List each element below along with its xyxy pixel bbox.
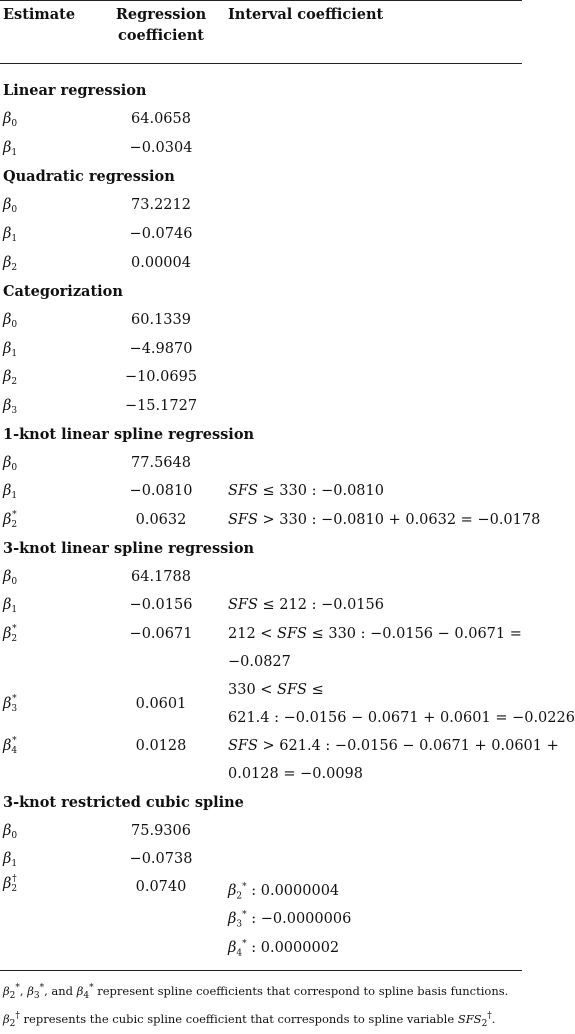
estimate-symbol: $\beta_2^*$ xyxy=(3,510,18,530)
estimate-symbol: $\beta_0$ xyxy=(3,569,18,587)
fn-text: represents the cubic spline coefficient that corresponds to spline variable xyxy=(19,1011,458,1026)
coefficient-value: 60.1339 xyxy=(131,312,191,328)
interval-text: $\beta_2^*$ : 0.0000004 xyxy=(228,882,340,902)
coefficient-value: 0.0740 xyxy=(135,879,187,895)
sfs-var: SFS xyxy=(228,483,258,499)
footnote-line-2: $\beta_2^\dagger$ represents the cubic spline coefficient that corresponds to spline variable $SFS_2^\dagger$. xyxy=(3,1011,496,1030)
table-row-continuation xyxy=(0,901,522,930)
table-row-continuation xyxy=(0,930,522,959)
sfs-var: SFS xyxy=(228,512,258,528)
sfs-var: SFS xyxy=(277,682,307,698)
estimate-symbol: $\beta_4^*$ xyxy=(3,736,18,756)
sfs-var: SFS xyxy=(228,738,258,754)
table-row xyxy=(0,506,541,535)
interval-text: −0.0827 xyxy=(228,654,291,670)
section-title: 1-knot linear spline regression xyxy=(3,426,255,443)
table-row xyxy=(0,620,522,649)
fn-end: . xyxy=(491,1011,496,1026)
coefficient-value: 64.1788 xyxy=(131,569,191,585)
estimate-symbol: $\beta_2$ xyxy=(3,369,18,387)
interval-text xyxy=(228,506,540,535)
interval-text: $\beta_3^*$ : −0.0000006 xyxy=(228,910,352,930)
estimate-symbol: $\beta_1$ xyxy=(3,140,18,158)
interval-expr: ≤ 330 : −0.0810 xyxy=(257,483,384,499)
table-row xyxy=(0,676,522,714)
table-row xyxy=(0,563,522,592)
estimate-symbol: $\beta_0$ xyxy=(3,111,18,129)
beta-2-star: β xyxy=(228,882,237,899)
interval-text: $\beta_4^*$ : 0.0000002 xyxy=(228,939,340,959)
table-row xyxy=(0,335,522,364)
sfs-var: SFS xyxy=(228,597,258,613)
section-row xyxy=(0,420,522,449)
coefficient-value: 0.00004 xyxy=(131,255,191,271)
interval-text xyxy=(228,732,559,761)
table-row xyxy=(0,363,522,392)
table-row xyxy=(0,817,522,846)
footnote-line-1: $\beta_2^*$, $\beta_3^*$, and $\beta_4^*$ represent spline coefficients that correspond to spline basis functions. xyxy=(3,983,509,1002)
coefficient-value: −15.1727 xyxy=(124,398,198,414)
header-regression-coefficient xyxy=(110,4,212,46)
section-title: Categorization xyxy=(3,283,123,300)
interval-text xyxy=(228,591,384,620)
interval-text xyxy=(228,620,522,649)
coefficient-value: −10.0695 xyxy=(124,369,198,385)
section-row xyxy=(0,162,522,191)
table-footnotes xyxy=(3,978,519,1034)
estimate-symbol: $\beta_1$ xyxy=(3,341,18,359)
header-regression-line2: coefficient xyxy=(118,27,204,44)
fn-join: , and xyxy=(44,983,77,998)
section-row xyxy=(0,534,522,563)
section-title: Quadratic regression xyxy=(3,168,175,185)
estimate-symbol: $\beta_3$ xyxy=(3,398,18,416)
coefficient-value: −0.0671 xyxy=(129,626,193,642)
table-row xyxy=(0,105,522,134)
coefficient-value: 0.0632 xyxy=(135,512,187,528)
header-regression-line1: Regression xyxy=(115,6,207,23)
header-interval-coefficient: Interval coefficient xyxy=(228,6,384,23)
coefficient-value: −0.0304 xyxy=(129,140,193,156)
header-rule xyxy=(0,63,522,64)
interval-expr: : −0.0000006 xyxy=(246,910,352,927)
estimate-symbol: $\beta_0$ xyxy=(3,312,18,330)
bottom-rule xyxy=(0,970,522,971)
fn-join: , xyxy=(19,983,28,998)
table-row xyxy=(0,220,522,249)
coefficient-value: 73.2212 xyxy=(131,197,191,213)
section-row xyxy=(0,788,522,817)
coefficient-value: −0.0746 xyxy=(129,226,193,242)
table-row-continuation xyxy=(0,704,575,733)
interval-text xyxy=(228,477,384,506)
interval-expr: > 621.4 : −0.0156 − 0.0671 + 0.0601 + xyxy=(257,738,559,754)
coefficient-value: 0.0601 xyxy=(135,696,187,712)
table-row-continuation xyxy=(0,648,522,677)
coefficient-value: 0.0128 xyxy=(135,738,187,754)
coefficient-value: 77.5648 xyxy=(131,455,191,471)
interval-text: 0.0128 = −0.0098 xyxy=(228,766,363,782)
header-estimate: Estimate xyxy=(3,6,76,23)
interval-text xyxy=(228,676,324,705)
estimate-symbol: $\beta_0$ xyxy=(3,823,18,841)
estimate-symbol: $\beta_0$ xyxy=(3,455,18,473)
estimate-symbol: $\beta_1$ xyxy=(3,226,18,244)
interval-prefix: 330 < xyxy=(228,682,278,698)
fn-text: represent spline coefficients that correspond to spline basis functions. xyxy=(93,983,509,998)
table-row xyxy=(0,191,522,220)
section-row xyxy=(0,76,522,105)
section-title: Linear regression xyxy=(3,82,147,99)
estimate-symbol: $\beta_2^*$ xyxy=(3,624,18,644)
section-title: 3-knot linear spline regression xyxy=(3,540,255,557)
interval-expr: ≤ 212 : −0.0156 xyxy=(257,597,384,613)
interval-prefix: 212 < xyxy=(228,626,278,642)
estimate-symbol: $\beta_1$ xyxy=(3,851,18,869)
beta-4-star: β xyxy=(228,939,237,956)
table-row xyxy=(0,392,522,421)
table-row xyxy=(0,477,522,506)
coefficient-value: −0.0738 xyxy=(129,851,193,867)
interval-expr: ≤ xyxy=(306,682,324,698)
coefficient-value: 75.9306 xyxy=(131,823,191,839)
fn-var: SFS xyxy=(457,1011,482,1026)
interval-expr: ≤ 330 : −0.0156 − 0.0671 = xyxy=(306,626,522,642)
interval-text: 621.4 : −0.0156 − 0.0671 + 0.0601 = −0.0226 xyxy=(228,710,575,726)
estimate-symbol: $\beta_1$ xyxy=(3,483,18,501)
estimate-symbol: $\beta_2$ xyxy=(3,255,18,273)
table-row xyxy=(0,873,522,902)
interval-expr: : 0.0000004 xyxy=(246,882,340,899)
table-row xyxy=(0,306,522,335)
interval-expr: > 330 : −0.0810 + 0.0632 = −0.0178 xyxy=(257,512,541,528)
coefficient-value: 64.0658 xyxy=(131,111,191,127)
interval-expr: : 0.0000002 xyxy=(246,939,340,956)
coefficient-value: −0.0156 xyxy=(129,597,193,613)
table-row xyxy=(0,449,522,478)
section-row xyxy=(0,277,522,306)
table-header xyxy=(0,0,522,58)
estimate-symbol: $\beta_2^\dagger$ xyxy=(3,874,18,894)
table-row xyxy=(0,249,522,278)
section-title: 3-knot restricted cubic spline xyxy=(3,794,244,811)
sfs-var: SFS xyxy=(277,626,307,642)
estimate-symbol: $\beta_1$ xyxy=(3,597,18,615)
table-row-continuation xyxy=(0,760,522,789)
coefficient-value: −4.9870 xyxy=(129,341,193,357)
estimate-symbol: $\beta_0$ xyxy=(3,197,18,215)
coefficient-value: −0.0810 xyxy=(129,483,193,499)
beta-3-star: β xyxy=(228,910,237,927)
table-row xyxy=(0,845,522,874)
table-row xyxy=(0,134,522,163)
table-row xyxy=(0,732,559,761)
estimate-symbol: $\beta_3^*$ xyxy=(3,694,18,714)
table-row xyxy=(0,591,522,620)
